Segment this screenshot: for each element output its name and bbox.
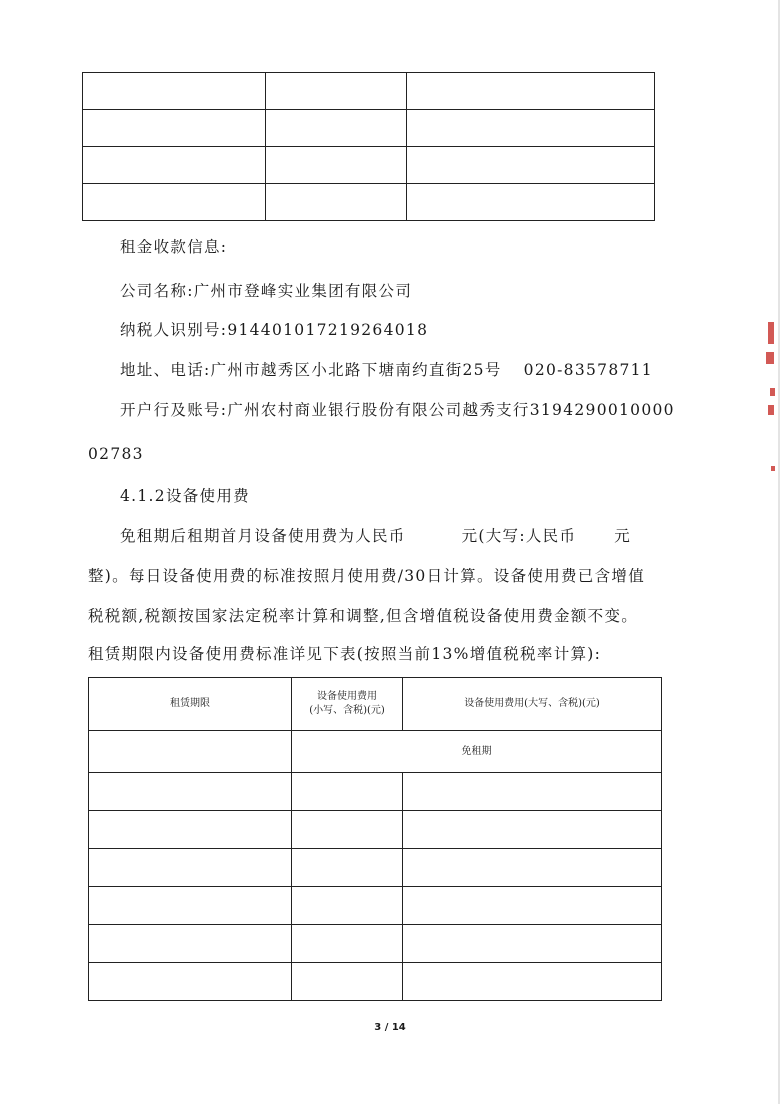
table-row — [89, 887, 662, 925]
table-cell — [403, 773, 662, 811]
table-cell — [266, 147, 407, 184]
seal-fragment — [770, 388, 775, 396]
table-cell — [407, 147, 655, 184]
page-number: 3 / 14 — [374, 1022, 406, 1033]
table-cell — [292, 849, 403, 887]
table-cell — [292, 811, 403, 849]
seal-fragment — [766, 352, 774, 364]
table-cell — [407, 110, 655, 147]
table-cell — [403, 887, 662, 925]
section-title: 4.1.2设备使用费 — [120, 487, 250, 505]
paragraph-line-4: 租赁期限内设备使用费标准详见下表(按照当前13%增值税税率计算): — [88, 645, 602, 663]
table-cell — [83, 73, 266, 110]
table-cell — [407, 184, 655, 221]
table-row — [83, 147, 655, 184]
paragraph-segment: 元(大写:人民币 — [461, 527, 577, 545]
rent-free-label: 免租期 — [292, 731, 662, 773]
table-cell — [292, 773, 403, 811]
column-header-period: 租赁期限 — [89, 678, 292, 731]
table-cell — [83, 147, 266, 184]
column-header-fee-words: 设备使用费用(大写、含税)(元) — [403, 678, 662, 731]
table-header-row — [89, 678, 662, 731]
table-row — [89, 963, 662, 1001]
table-row — [83, 73, 655, 110]
address-line — [120, 360, 653, 380]
table-cell — [292, 925, 403, 963]
table-cell — [403, 963, 662, 1001]
table-cell — [266, 110, 407, 147]
header-line: 设备使用费用 — [317, 691, 377, 702]
table-cell — [266, 184, 407, 221]
table-cell — [403, 849, 662, 887]
header-line: (小写、含税)(元) — [309, 705, 385, 716]
table-cell — [403, 811, 662, 849]
tax-id: 纳税人识别号:914401017219264018 — [120, 321, 429, 339]
table-cell — [89, 925, 292, 963]
paragraph-segment: 元 — [614, 527, 632, 545]
table-cell — [83, 110, 266, 147]
table-cell — [89, 811, 292, 849]
paragraph-line-1 — [120, 526, 631, 546]
paragraph-segment: 免租期后租期首月设备使用费为人民币 — [120, 527, 406, 545]
table-cell — [89, 887, 292, 925]
bank-account-line-cont: 02783 — [88, 445, 144, 463]
fee-schedule-table — [88, 677, 662, 1001]
table-cell — [83, 184, 266, 221]
table-cell — [266, 73, 407, 110]
table-cell — [407, 73, 655, 110]
seal-fragment — [768, 405, 774, 415]
table-cell — [89, 963, 292, 1001]
phone-number: 020-83578711 — [523, 361, 653, 379]
table-row — [89, 849, 662, 887]
table-cell — [89, 773, 292, 811]
table-row — [89, 925, 662, 963]
table-row-rent-free — [89, 731, 662, 773]
bank-account-line: 开户行及账号:广州农村商业银行股份有限公司越秀支行3194290010000 — [120, 401, 675, 419]
paragraph-line-2: 整)。每日设备使用费的标准按照月使用费/30日计算。设备使用费已含增值 — [88, 567, 645, 585]
company-name: 公司名称:广州市登峰实业集团有限公司 — [120, 282, 413, 300]
table-row — [89, 773, 662, 811]
payee-heading: 租金收款信息: — [120, 238, 228, 256]
table-row — [89, 811, 662, 849]
top-table — [82, 72, 655, 221]
table-cell — [403, 925, 662, 963]
address-text: 地址、电话:广州市越秀区小北路下塘南约直街25号 — [120, 361, 502, 379]
paragraph-line-3: 税税额,税额按国家法定税率计算和调整,但含增值税设备使用费金额不变。 — [88, 607, 639, 625]
seal-fragment — [771, 466, 775, 471]
table-cell — [89, 849, 292, 887]
table-row — [83, 110, 655, 147]
seal-fragment — [768, 322, 774, 344]
table-cell — [292, 887, 403, 925]
table-row — [83, 184, 655, 221]
table-cell — [292, 963, 403, 1001]
column-header-fee-numeric — [292, 678, 403, 731]
table-cell — [89, 731, 292, 773]
